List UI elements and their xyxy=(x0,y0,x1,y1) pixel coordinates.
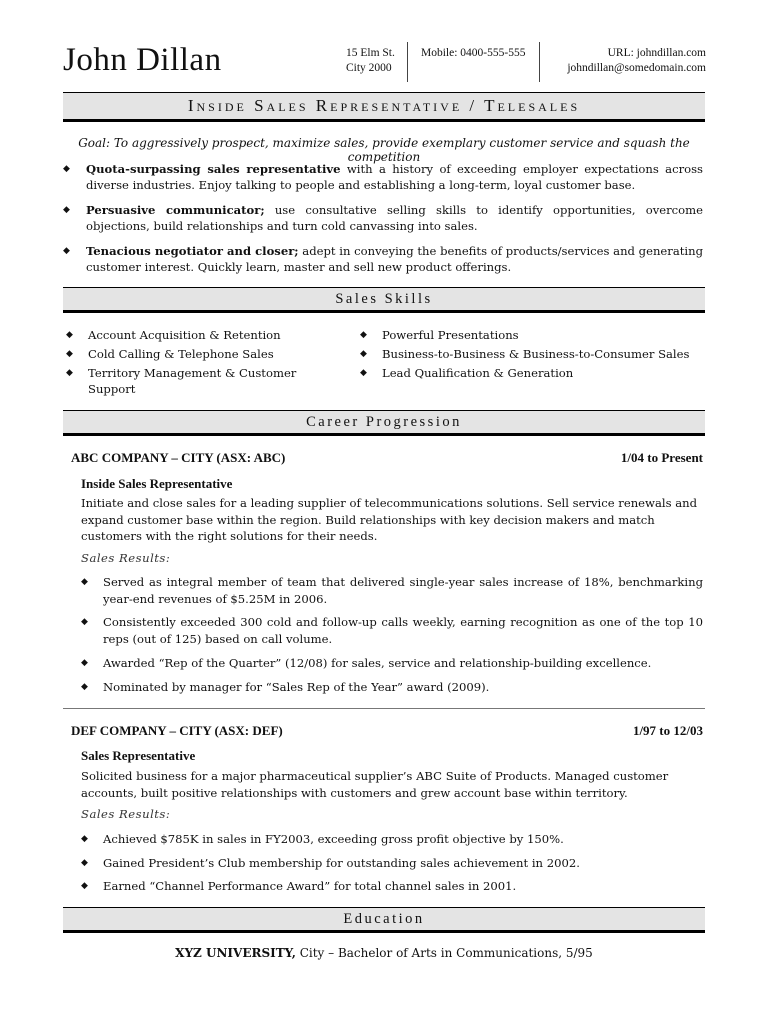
highlight-text: use consultative selling skills to identify opportunities, overcome objections, build relationships and turn cold canvassing into sales. xyxy=(86,203,704,233)
skill-label: Business-to-Business & Business-to-Consumer Sales xyxy=(382,347,690,361)
result-text: Gained President’s Club membership for outstanding sales achievement in 2002. xyxy=(103,856,580,870)
diamond-bullet-icon: ◆ xyxy=(360,330,367,340)
result-item xyxy=(81,855,703,872)
skill-item xyxy=(66,346,316,362)
diamond-bullet-icon: ◆ xyxy=(81,577,88,587)
contact-divider xyxy=(539,42,540,82)
job-summary: Initiate and close sales for a leading supplier of telecommunications solutions. Sell service renewals and expand customer base within the region. Build relationships with key decision makers and match customers with the right solutions for their needs. xyxy=(81,496,698,543)
skill-label: Powerful Presentations xyxy=(382,328,519,342)
school-name: XYZ UNIVERSITY, xyxy=(175,946,296,960)
highlight-item xyxy=(63,243,703,275)
job-dates: 1/97 to 12/03 xyxy=(632,723,703,738)
results-label: Sales Results: xyxy=(81,807,171,821)
highlight-text: with a history of exceeding employer expectations across diverse industries. Enjoy talking to people and establishing a long-term, loyal customer base. xyxy=(86,162,703,192)
highlight-text: adept in conveying the benefits of products/services and generating customer interest. Quickly learn, master and sell new product offerings. xyxy=(86,244,703,274)
diamond-bullet-icon: ◆ xyxy=(81,858,88,868)
mobile: Mobile: 0400-555-555 xyxy=(421,47,526,59)
skill-item xyxy=(66,365,311,397)
highlight-bold: Tenacious negotiator and closer; xyxy=(86,244,299,258)
result-text: Nominated by manager for “Sales Rep of the Year” award (2009). xyxy=(103,680,490,694)
skill-item xyxy=(360,365,705,381)
candidate-name: John Dillan xyxy=(63,42,222,78)
result-text: Served as integral member of team that delivered single-year sales increase of 18%, benchmarking year-end revenues of $5.25M in 2006. xyxy=(103,575,703,606)
diamond-bullet-icon: ◆ xyxy=(81,881,88,891)
job-summary: Solicited business for a major pharmaceutical supplier’s ABC Suite of Products. Managed customer accounts, built positive relationships with customers and grew account base within territory. xyxy=(81,769,669,800)
result-text: Consistently exceeded 300 cold and follow-up calls weekly, earning recognition as one of the top 10 reps (out of 125) based on call volume. xyxy=(103,615,703,646)
web-contact xyxy=(545,46,706,76)
goal-statement: Goal: To aggressively prospect, maximize sales, provide exemplary customer service and squash the competition xyxy=(78,136,690,164)
result-item xyxy=(81,679,703,696)
highlight-item xyxy=(63,161,703,193)
result-item xyxy=(81,655,703,672)
result-text: Achieved $785K in sales in FY2003, exceeding gross profit objective by 150%. xyxy=(103,832,564,846)
skill-label: Cold Calling & Telephone Sales xyxy=(88,347,274,361)
result-item xyxy=(81,614,703,647)
address-block xyxy=(346,46,395,76)
education-entry xyxy=(63,946,705,960)
job-dates: 1/04 to Present xyxy=(620,450,703,465)
diamond-bullet-icon: ◆ xyxy=(81,682,88,692)
job-role: Sales Representative xyxy=(81,748,196,763)
diamond-bullet-icon: ◆ xyxy=(66,330,73,340)
result-text: Earned “Channel Performance Award” for total channel sales in 2001. xyxy=(103,879,517,893)
degree-detail: City – Bachelor of Arts in Communications, 5/95 xyxy=(295,946,593,960)
diamond-bullet-icon: ◆ xyxy=(81,658,88,668)
results-label: Sales Results: xyxy=(81,551,171,565)
skill-item xyxy=(360,327,705,343)
diamond-bullet-icon: ◆ xyxy=(66,368,73,378)
section-heading-career: Career Progression xyxy=(63,410,705,436)
job-role: Inside Sales Representative xyxy=(81,476,233,491)
skill-label: Territory Management & Customer Support xyxy=(88,366,297,396)
job-divider xyxy=(63,708,705,709)
skill-item xyxy=(360,346,705,362)
diamond-bullet-icon: ◆ xyxy=(81,617,88,627)
result-item xyxy=(81,831,703,848)
section-heading-skills: Sales Skills xyxy=(63,287,705,313)
diamond-bullet-icon: ◆ xyxy=(360,349,367,359)
result-item xyxy=(81,878,703,895)
diamond-bullet-icon: ◆ xyxy=(63,164,70,174)
highlight-bold: Persuasive communicator; xyxy=(86,203,265,217)
email[interactable]: johndillan@somedomain.com xyxy=(567,62,706,74)
job-title-banner: Inside Sales Representative / Telesales xyxy=(63,92,705,122)
address-line2: City 2000 xyxy=(346,62,392,74)
result-text: Awarded “Rep of the Quarter” (12/08) for sales, service and relationship-building excellence. xyxy=(103,656,652,670)
contact-divider xyxy=(407,42,408,82)
diamond-bullet-icon: ◆ xyxy=(63,246,70,256)
diamond-bullet-icon: ◆ xyxy=(81,834,88,844)
highlight-bold: Quota-surpassing sales representative xyxy=(86,162,341,176)
section-heading-education: Education xyxy=(63,907,705,933)
address-line1: 15 Elm St. xyxy=(346,47,395,59)
highlight-item xyxy=(63,202,703,234)
skill-label: Lead Qualification & Generation xyxy=(382,366,574,380)
url[interactable]: URL: johndillan.com xyxy=(607,47,706,59)
company-name: DEF COMPANY – CITY (ASX: DEF) xyxy=(71,723,283,738)
diamond-bullet-icon: ◆ xyxy=(360,368,367,378)
skill-item xyxy=(66,327,316,343)
result-item xyxy=(81,574,703,607)
diamond-bullet-icon: ◆ xyxy=(66,349,73,359)
company-name: ABC COMPANY – CITY (ASX: ABC) xyxy=(71,450,286,465)
skill-label: Account Acquisition & Retention xyxy=(88,328,281,342)
diamond-bullet-icon: ◆ xyxy=(63,205,70,215)
